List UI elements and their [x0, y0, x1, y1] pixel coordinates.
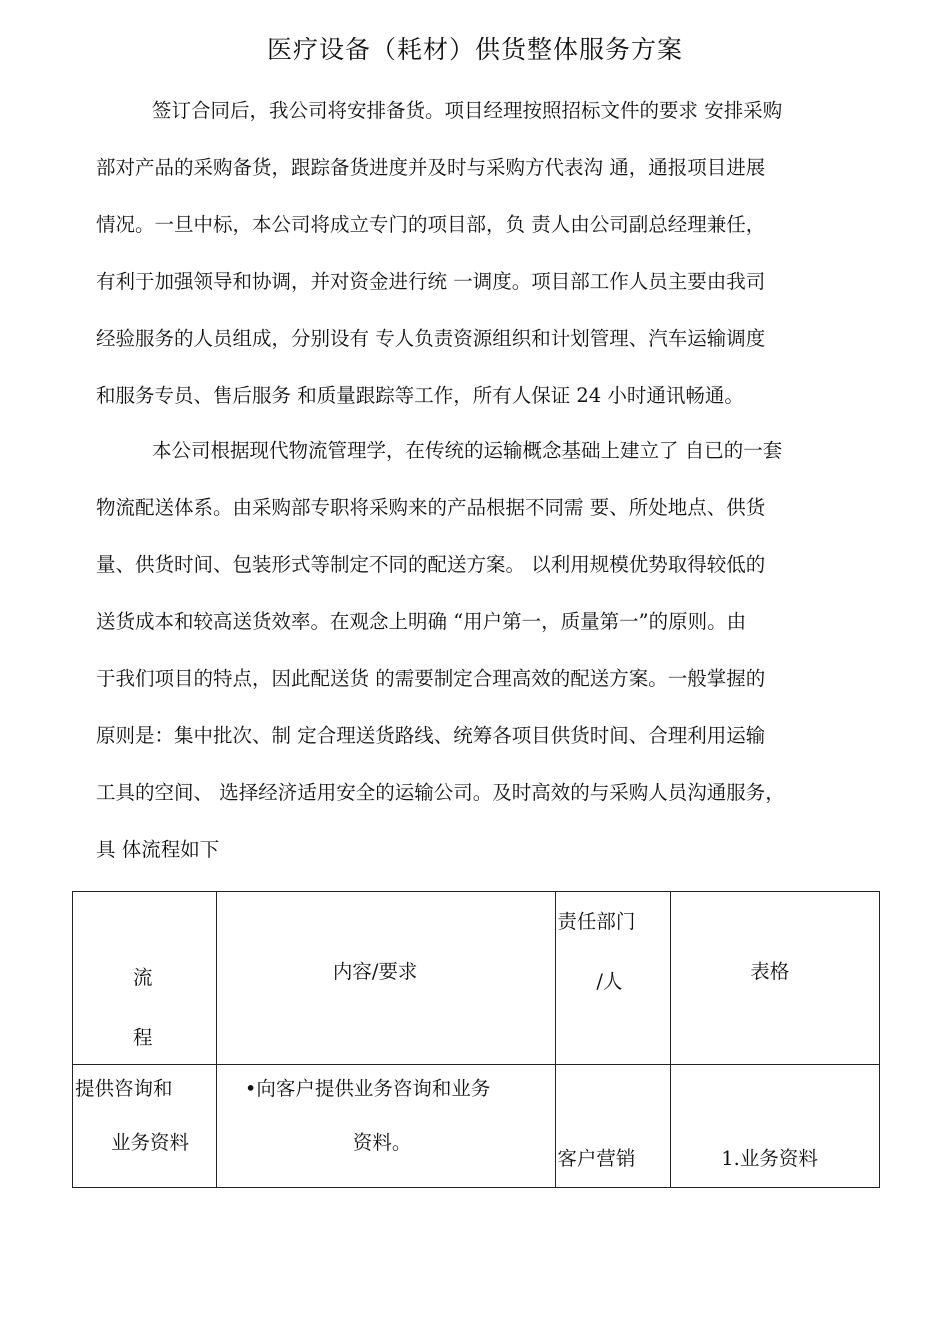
form-cell [671, 1065, 880, 1188]
header-content: 内容/要求 [332, 960, 418, 983]
paragraph-1 [96, 82, 880, 424]
process-line2: 业务资料 [111, 1131, 190, 1154]
content-line1: •向客户提供业务咨询和业务 [244, 1077, 491, 1100]
paragraph-line: 有利于加强领导和协调，并对资金进行统 一调度。项目部工作人员主要由我司 [96, 270, 766, 293]
header-dept-line2: /人 [596, 970, 623, 993]
header-dept-line1: 责任部门 [557, 910, 636, 933]
header-content-cell [216, 892, 556, 1065]
header-form-cell [671, 892, 880, 1065]
paragraph-line: 签订合同后，我公司将安排备货。项目经理按照招标文件的要求 安排采购 [152, 99, 783, 122]
form-value: 1.业务资料 [721, 1147, 818, 1170]
content-line2: 资料。 [352, 1131, 412, 1154]
paragraph-line: 本公司根据现代物流管理学，在传统的运输概念基础上建立了 自已的一套 [152, 439, 783, 462]
table-row [73, 1065, 880, 1188]
process-cell [73, 1065, 217, 1188]
paragraph-2 [96, 422, 880, 878]
paragraph-line: 物流配送体系。由采购部专职将采购来的产品根据不同需 要、所处地点、供货 [96, 496, 766, 519]
paragraph-line: 工具的空间、 选择经济适用安全的运输公司。及时高效的与采购人员沟通服务， [96, 781, 785, 804]
content-cell [216, 1065, 556, 1188]
paragraph-line: 具 体流程如下 [96, 838, 220, 861]
document-title: 医疗设备（耗材）供货整体服务方案 [266, 35, 683, 64]
header-process-line2: 程 [133, 1026, 153, 1049]
paragraph-line: 于我们项目的特点，因此配送货 的需要制定合理高效的配送方案。一般掌握的 [96, 667, 766, 690]
table-header-row [73, 892, 880, 1065]
process-table [72, 891, 880, 1188]
header-dept-cell [556, 892, 671, 1065]
paragraph-line: 和服务专员、售后服务 和质量跟踪等工作，所有人保证 24 小时通讯畅通。 [96, 384, 744, 407]
paragraph-line: 经验服务的人员组成，分别设有 专人负责资源组织和计划管理、汽车运输调度 [96, 327, 766, 350]
dept-cell [556, 1065, 671, 1188]
paragraph-line: 送货成本和较高送货效率。在观念上明确 “用户第一，质量第一”的原则。由 [96, 610, 747, 633]
paragraph-line: 情况。一旦中标，本公司将成立专门的项目部，负 责人由公司副总经理兼任， [96, 213, 766, 236]
paragraph-line: 原则是：集中批次、制 定合理送货路线、统筹各项目供货时间、合理利用运输 [96, 724, 766, 747]
dept-value: 客户营销 [557, 1147, 636, 1170]
process-line1: 提供咨询和 [75, 1077, 173, 1100]
header-form: 表格 [750, 960, 790, 983]
paragraph-line: 部对产品的采购备货，跟踪备货进度并及时与采购方代表沟 通，通报项目进展 [96, 156, 766, 179]
header-process-cell [73, 892, 217, 1065]
header-process-line1: 流 [133, 966, 153, 989]
paragraph-line: 量、供货时间、包装形式等制定不同的配送方案。 以利用规模优势取得较低的 [96, 553, 766, 576]
